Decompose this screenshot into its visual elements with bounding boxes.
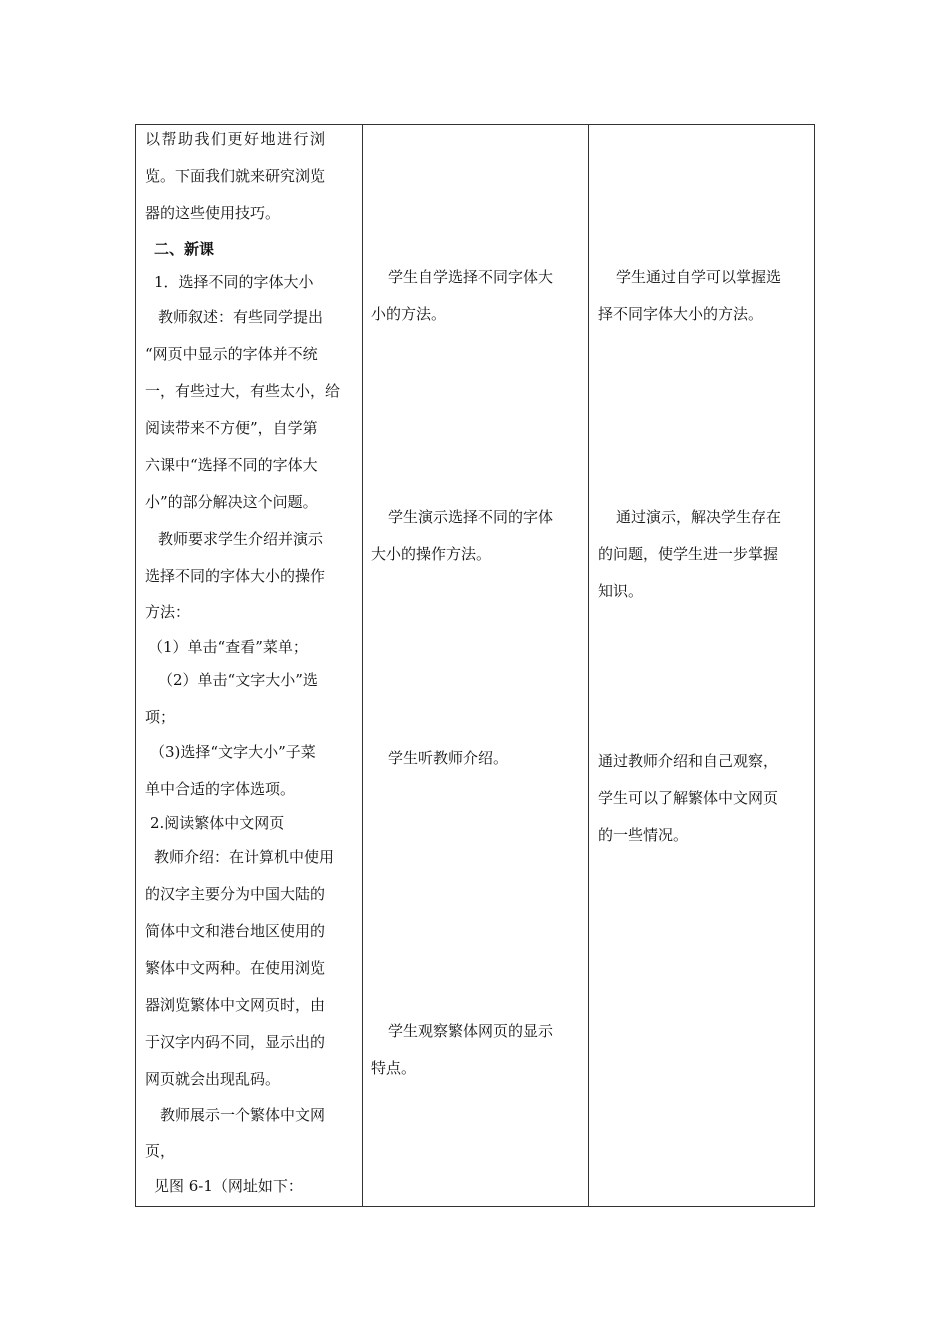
text-line: 六课中“选择不同的字体大 <box>145 456 318 474</box>
design-intent-line: 择不同字体大小的方法。 <box>598 305 764 323</box>
text-line: “网页中显示的字体并不统 <box>145 345 318 363</box>
text-line: 繁体中文两种。在使用浏览 <box>145 959 326 977</box>
text-line: 项； <box>145 708 176 726</box>
subsection-heading: 2.阅读繁体中文网页 <box>150 814 285 832</box>
column-divider <box>588 125 589 1206</box>
student-activity-line: 小的方法。 <box>371 305 447 323</box>
step-item: （1）单击“查看”菜单； <box>148 638 308 656</box>
student-activity-line: 学生演示选择不同的字体 <box>388 508 554 526</box>
text-line: 的汉字主要分为中国大陆的 <box>145 885 326 903</box>
column-divider <box>362 125 363 1206</box>
design-intent-line: 学生可以了解繁体中文网页 <box>598 789 779 807</box>
text-line: 简体中文和港台地区使用的 <box>145 922 326 940</box>
student-activity-line: 大小的操作方法。 <box>371 545 492 563</box>
text-line: 小”的部分解决这个问题。 <box>145 493 318 511</box>
design-intent-line: 通过演示，解决学生存在 <box>616 508 782 526</box>
text-line: 页， <box>145 1142 176 1160</box>
text-line: 以帮助我们更好地进行浏 <box>145 130 327 148</box>
design-intent-line: 学生通过自学可以掌握选 <box>616 268 782 286</box>
subsection-heading: 1．选择不同的字体大小 <box>154 273 314 291</box>
text-line: 于汉字内码不同，显示出的 <box>145 1033 326 1051</box>
student-activity-line: 学生自学选择不同字体大 <box>388 268 554 286</box>
text-line: 器的这些使用技巧。 <box>145 204 281 222</box>
step-item: （3)选择“文字大小”子菜 <box>150 743 316 761</box>
lesson-plan-table <box>135 124 815 1207</box>
student-activity-line: 学生观察繁体网页的显示 <box>388 1022 554 1040</box>
student-activity-line: 特点。 <box>371 1059 417 1077</box>
design-intent-line: 通过教师介绍和自己观察， <box>598 752 779 770</box>
text-line: 览。下面我们就来研究浏览 <box>145 167 326 185</box>
student-activity-line: 学生听教师介绍。 <box>388 749 509 767</box>
text-line: 选择不同的字体大小的操作 <box>145 567 326 585</box>
text-line: 见图 6-1（网址如下： <box>154 1177 303 1195</box>
step-item: （2）单击“文字大小”选 <box>158 671 318 689</box>
text-line: 网页就会出现乱码。 <box>145 1070 281 1088</box>
text-line: 教师展示一个繁体中文网 <box>160 1106 326 1124</box>
design-intent-line: 知识。 <box>598 582 644 600</box>
text-line: 教师介绍：在计算机中使用 <box>154 848 335 866</box>
section-heading: 二、新课 <box>154 240 215 258</box>
text-line: 器浏览繁体中文网页时，由 <box>145 996 326 1014</box>
text-line: 一，有些过大，有些太小，给 <box>145 382 341 400</box>
text-line: 单中合适的字体选项。 <box>145 780 296 798</box>
design-intent-line: 的问题，使学生进一步掌握 <box>598 545 779 563</box>
text-line: 阅读带来不方便”，自学第 <box>145 419 318 437</box>
text-line: 教师叙述：有些同学提出 <box>158 308 324 326</box>
text-line: 教师要求学生介绍并演示 <box>158 530 324 548</box>
text-line: 方法： <box>145 603 191 621</box>
design-intent-line: 的一些情况。 <box>598 826 689 844</box>
